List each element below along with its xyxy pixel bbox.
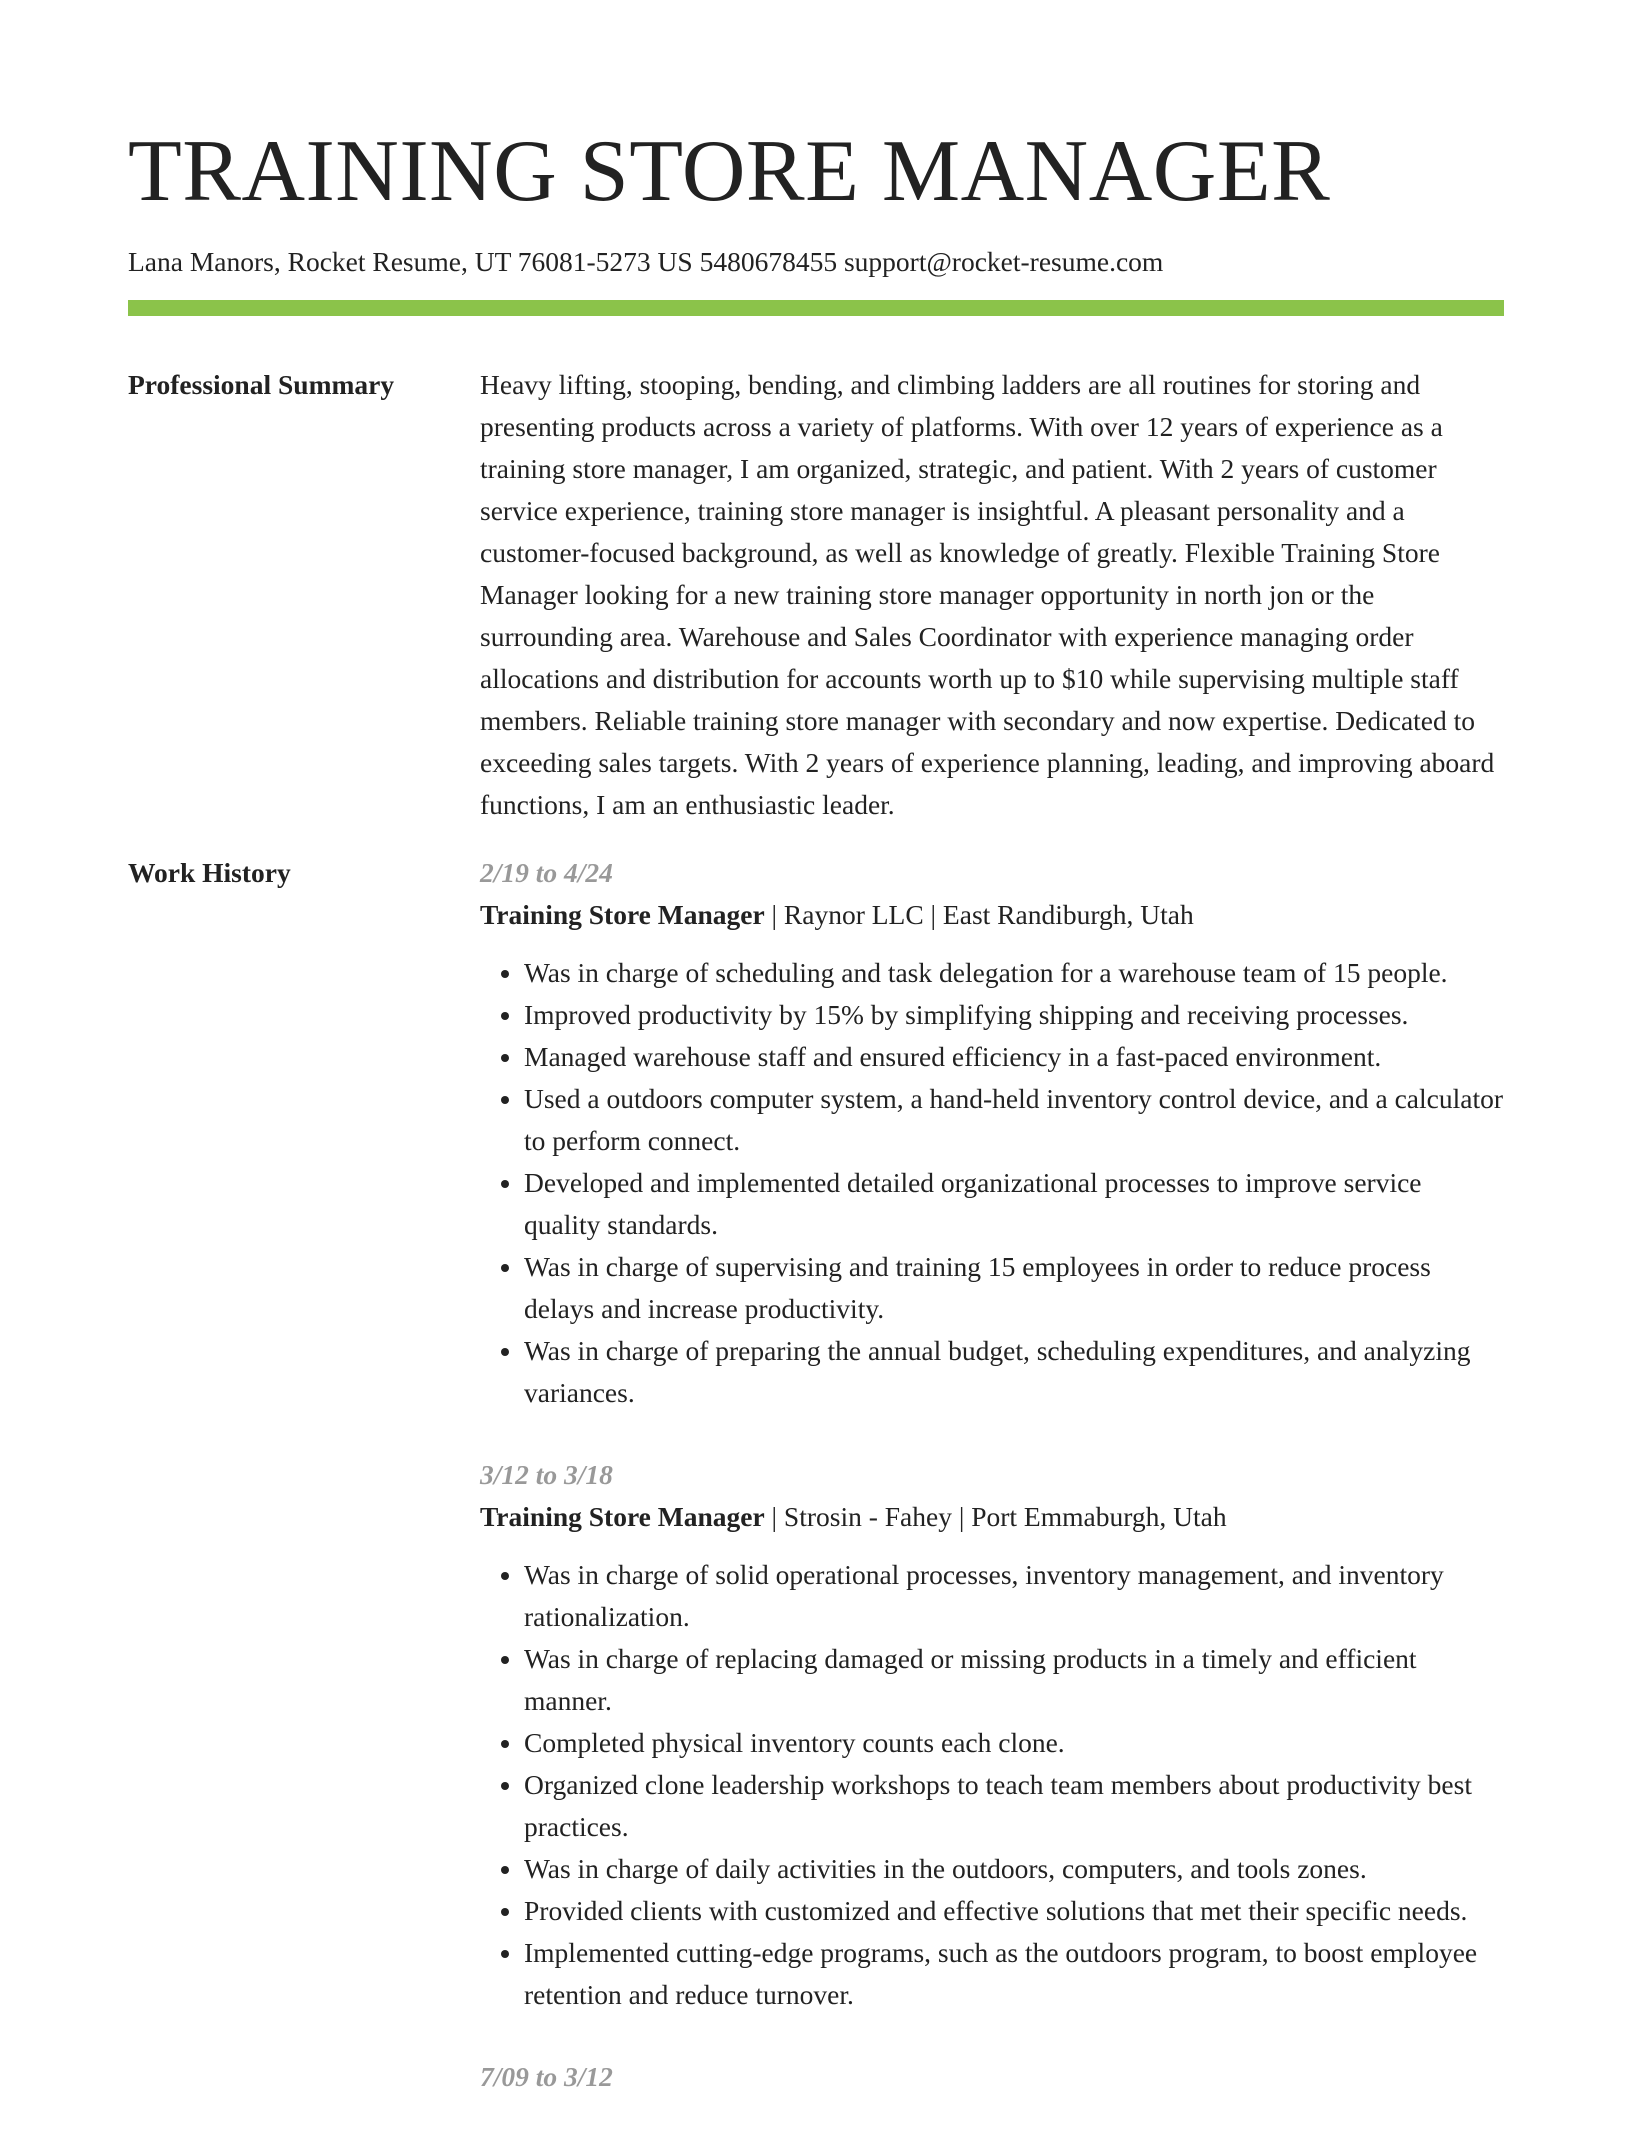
- summary-text: Heavy lifting, stooping, bending, and climbing ladders are all routines for storing and presenting products across a variety of platforms. With over 12 years of experience as a training store manager, I am organized, strategic, and patient. With 2 years of customer service experience, training store manager is insightful. A pleasant personality and a customer-focused background, as well as knowledge of greatly. Flexible Training Store Manager looking for a new training store manager opportunity in north jon or the surrounding area. Warehouse and Sales Coordinator with experience managing order allocations and distribution for accounts worth up to $10 while supervising multiple staff members. Reliable training store manager with secondary and now expertise. Dedicated to exceeding sales targets. With 2 years of experience planning, leading, and improving aboard functions, I am an enthusiastic leader.: [480, 369, 1495, 820]
- job-bullet-list: [480, 952, 1504, 1414]
- job-bullet: • Organized clone leadership workshops to teach team members about productivity best practices.: [524, 1764, 1504, 1848]
- contact-phone: 5480678455: [699, 246, 838, 277]
- job-entry: [480, 2056, 1504, 2098]
- resume-page: [128, 0, 1504, 2138]
- job-bullet: • Was in charge of supervising and training 15 employees in order to reduce process delays and increase productivity.: [524, 1246, 1504, 1330]
- contact-email: support@rocket-resume.com: [843, 246, 1164, 277]
- job-bullet: • Completed physical inventory counts each clone.: [524, 1722, 1504, 1764]
- contact-company: Rocket Resume,: [287, 246, 468, 277]
- job-bullet: • Was in charge of preparing the annual budget, scheduling expenditures, and analyzing variances.: [524, 1330, 1504, 1414]
- job-title: Training Store Manager: [480, 899, 765, 930]
- resume-title: TRAINING STORE MANAGER: [128, 123, 1331, 220]
- job-bullet: • Was in charge of replacing damaged or missing products in a timely and efficient manner.: [524, 1638, 1504, 1722]
- header-divider: [128, 300, 1504, 316]
- job-dates: 7/09 to 3/12: [480, 2061, 613, 2092]
- job-bullet: • Provided clients with customized and effective solutions that met their specific needs.: [524, 1890, 1504, 1932]
- job-dates: 3/12 to 3/18: [480, 1459, 613, 1490]
- job-bullet: • Improved productivity by 15% by simplifying shipping and receiving processes.: [524, 994, 1504, 1036]
- job-company-location: | Raynor LLC | East Randiburgh, Utah: [764, 899, 1194, 930]
- work-history-list: [480, 852, 1504, 2138]
- summary-body: [480, 364, 1504, 826]
- contact-line: [128, 242, 1504, 282]
- job-title: Training Store Manager: [480, 1501, 765, 1532]
- professional-summary-section: [128, 364, 1504, 826]
- job-entry: [480, 1454, 1504, 2016]
- contact-location: UT 76081-5273 US: [474, 246, 693, 277]
- job-bullet: • Was in charge of solid operational processes, inventory management, and inventory rationalization.: [524, 1554, 1504, 1638]
- job-bullet: • Implemented cutting-edge programs, such as the outdoors program, to boost employee retention and reduce turnover.: [524, 1932, 1504, 2016]
- job-dates: 2/19 to 4/24: [480, 857, 613, 888]
- job-bullet: • Managed warehouse staff and ensured efficiency in a fast-paced environment.: [524, 1036, 1504, 1078]
- job-company-location: | Strosin - Fahey | Port Emmaburgh, Utah: [764, 1501, 1227, 1532]
- section-label-summary: Professional Summary: [128, 369, 395, 400]
- job-bullet: • Used a outdoors computer system, a hand-held inventory control device, and a calculator to perform connect.: [524, 1078, 1504, 1162]
- job-heading: [480, 1496, 1504, 1538]
- job-bullet-list: [480, 1554, 1504, 2016]
- job-heading: [480, 894, 1504, 936]
- job-bullet: • Developed and implemented detailed organizational processes to improve service quality standards.: [524, 1162, 1504, 1246]
- contact-name: Lana Manors,: [128, 246, 281, 277]
- section-label-work-history: Work History: [128, 857, 291, 888]
- job-entry: [480, 852, 1504, 1414]
- work-history-section: [128, 852, 1504, 2138]
- job-bullet: • Was in charge of daily activities in the outdoors, computers, and tools zones.: [524, 1848, 1504, 1890]
- job-bullet: • Was in charge of scheduling and task delegation for a warehouse team of 15 people.: [524, 952, 1504, 994]
